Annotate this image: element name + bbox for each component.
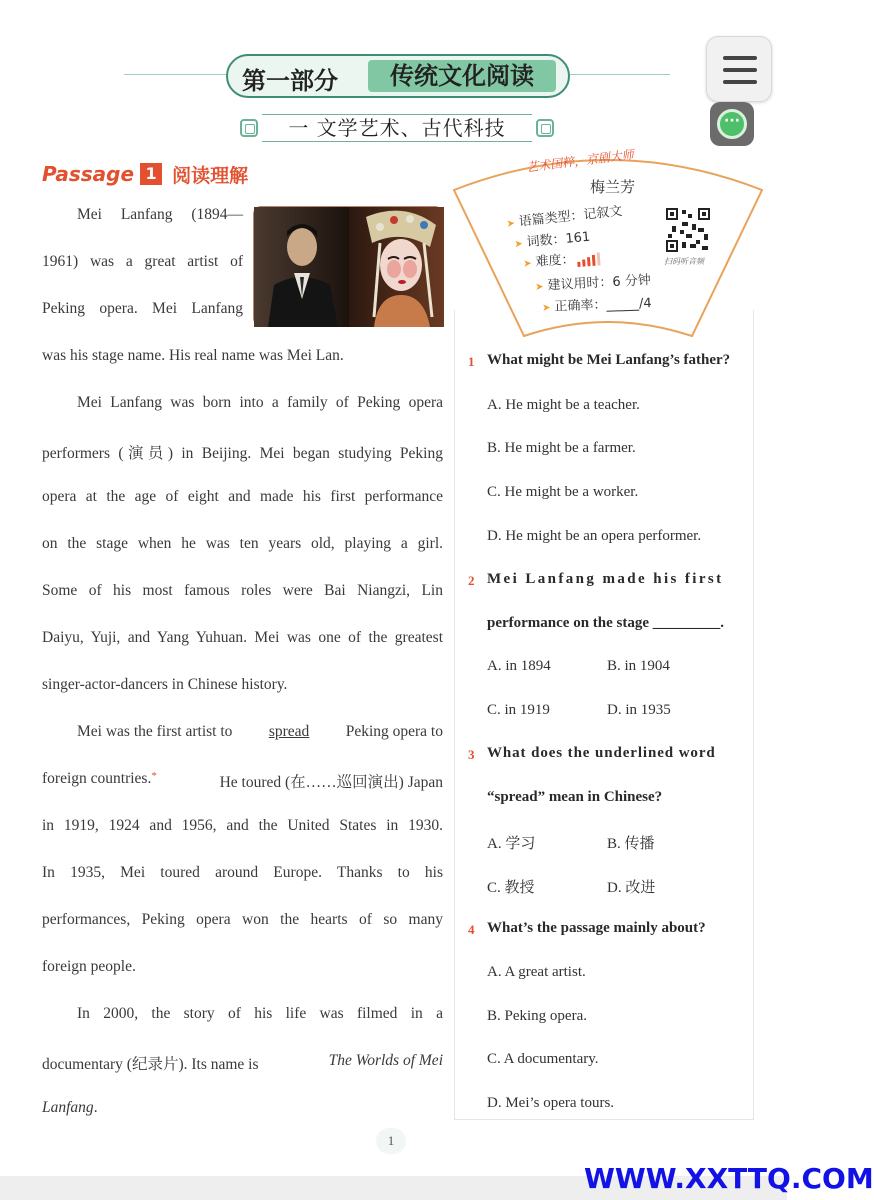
passage-segment-text: foreign countries. bbox=[42, 770, 152, 787]
passage-line: performances, Peking opera won the hearts of so many bbox=[42, 911, 443, 928]
hamburger-icon-bar bbox=[723, 56, 757, 60]
answer-option[interactable]: A. A great artist. bbox=[487, 964, 586, 980]
passage-line bbox=[42, 1052, 443, 1074]
passage-line: on the stage when he was ten years old, playing a girl. bbox=[42, 535, 443, 552]
info-accuracy-total: /4 bbox=[638, 296, 652, 312]
section-title-banner bbox=[240, 114, 554, 142]
arrow-icon: ➤ bbox=[506, 218, 516, 231]
passage-line bbox=[42, 1099, 98, 1117]
info-accuracy-label: 正确率： bbox=[554, 297, 607, 315]
question-number: 3 bbox=[468, 747, 475, 762]
difficulty-bar bbox=[592, 255, 596, 266]
passage-line: in 1919, 1924 and 1956, and the United States in 1930. bbox=[42, 817, 443, 834]
ornament-left-icon bbox=[240, 119, 258, 137]
passage-line: Daiyu, Yuji, and Yang Yuhuan. Mei was one of the greatest bbox=[42, 629, 443, 646]
passage-line: 1961) was a great artist of bbox=[42, 253, 243, 270]
passage-segment: documentary (纪录片). Its name is bbox=[42, 1056, 259, 1073]
documentary-title: The Worlds of Mei bbox=[328, 1052, 443, 1069]
arrow-icon: ➤ bbox=[513, 238, 524, 251]
section-title: 一 文学艺术、古代科技 bbox=[262, 114, 532, 142]
difficulty-bar bbox=[597, 252, 601, 265]
info-word-count-text: 词数：161 bbox=[526, 229, 591, 251]
answer-option[interactable]: D. 改进 bbox=[607, 880, 656, 896]
part-title-badge bbox=[226, 54, 570, 98]
answer-option[interactable]: A. in 1894 bbox=[487, 658, 551, 674]
answer-option[interactable]: C. in 1919 bbox=[487, 702, 550, 718]
answer-option[interactable]: D. Mei’s opera tours. bbox=[487, 1095, 615, 1111]
passage-line: Mei Lanfang (1894— bbox=[77, 206, 243, 223]
documentary-title-end: Lanfang bbox=[42, 1099, 94, 1116]
passage-line: Some of his most famous roles were Bai Niangzi, Lin bbox=[42, 582, 443, 599]
answer-option[interactable]: C. A documentary. bbox=[487, 1051, 599, 1067]
question-text: “spread” mean in Chinese? bbox=[487, 789, 663, 805]
arrow-icon: ➤ bbox=[534, 281, 544, 294]
info-name: 梅兰芳 bbox=[590, 178, 636, 196]
question-number: 2 bbox=[468, 573, 475, 588]
passage-line: In 1935, Mei toured around Europe. Thanks to his bbox=[42, 864, 443, 881]
header-rule-left bbox=[124, 74, 226, 75]
passage-line: foreign people. bbox=[42, 958, 136, 975]
watermark: WWW.XXTTQ.COM bbox=[584, 1162, 874, 1195]
qr-caption: 扫码听音频 bbox=[664, 257, 704, 266]
answer-option[interactable]: B. in 1904 bbox=[607, 658, 670, 674]
passage-line: singer-actor-dancers in Chinese history. bbox=[42, 676, 288, 693]
annotation-star-icon: * bbox=[151, 770, 157, 782]
chat-bubble-icon: ··· bbox=[717, 109, 747, 139]
difficulty-bar bbox=[578, 262, 581, 267]
passage-line bbox=[42, 770, 443, 792]
answer-option[interactable]: A. He might be a teacher. bbox=[487, 397, 640, 413]
photo-illustration bbox=[254, 207, 444, 327]
info-time-text: 建议用时：6 分钟 bbox=[547, 272, 652, 294]
passage-line: opera at the age of eight and made his first performance bbox=[42, 488, 443, 505]
part-label: 第一部分 bbox=[242, 67, 338, 95]
header-rule-right bbox=[570, 74, 670, 75]
answer-option[interactable]: D. in 1935 bbox=[607, 702, 671, 718]
question-number: 4 bbox=[468, 922, 475, 937]
info-slogan: 艺术国粹，京剧大师 bbox=[525, 147, 635, 175]
passage-segment: . bbox=[93, 1099, 98, 1116]
passage-label: 阅读理解 bbox=[172, 164, 249, 187]
menu-button[interactable] bbox=[706, 36, 772, 102]
hamburger-icon-bar bbox=[723, 80, 757, 84]
passage-line: was his stage name. His real name was Mei Lan. bbox=[42, 347, 344, 364]
difficulty-bars-icon bbox=[577, 250, 603, 267]
answer-option[interactable]: B. 传播 bbox=[607, 836, 655, 852]
passage-line: Mei Lanfang was born into a family of Peking opera bbox=[77, 394, 443, 411]
question-text: Mei Lanfang made his first bbox=[487, 571, 724, 587]
answer-option[interactable]: B. Peking opera. bbox=[487, 1008, 587, 1024]
info-difficulty-text: 难度： bbox=[535, 252, 576, 270]
info-genre-text: 语篇类型：记叙文 bbox=[518, 203, 624, 230]
answer-option[interactable]: C. 教授 bbox=[487, 880, 535, 896]
passage-segment: Peking opera to bbox=[345, 723, 443, 740]
arrow-icon: ➤ bbox=[522, 258, 533, 270]
question-text: What might be Mei Lanfang’s father? bbox=[487, 352, 731, 368]
passage-segment: He toured (在……巡回演出) Japan bbox=[219, 774, 443, 791]
answer-option[interactable]: D. He might be an opera performer. bbox=[487, 528, 702, 544]
passage-word: Passage bbox=[42, 162, 135, 186]
ornament-right-icon bbox=[536, 119, 554, 137]
difficulty-bar bbox=[587, 257, 591, 266]
difficulty-bar bbox=[583, 259, 586, 266]
answer-option[interactable]: A. 学习 bbox=[487, 836, 536, 852]
passage-line: performers (演员) in Beijing. Mei began studying Peking bbox=[42, 445, 443, 462]
passage-line: In 2000, the story of his life was filmed in a bbox=[77, 1005, 443, 1022]
arrow-icon: ➤ bbox=[541, 302, 551, 314]
qr-code-graphic bbox=[666, 208, 710, 252]
passage-segment: Mei was the first artist to bbox=[77, 723, 233, 740]
question-text: performance on the stage _________. bbox=[487, 615, 725, 631]
mei-lanfang-photo bbox=[253, 206, 443, 326]
answer-option[interactable]: B. He might be a farmer. bbox=[487, 440, 636, 456]
question-number: 1 bbox=[468, 354, 475, 369]
underlined-word-spread: spread bbox=[268, 723, 310, 740]
page-number: 1 bbox=[376, 1128, 406, 1154]
passage-header bbox=[42, 159, 248, 189]
passage-line bbox=[77, 723, 443, 741]
qr-code-icon[interactable] bbox=[666, 208, 710, 252]
info-accuracy-blank[interactable]: _____ bbox=[606, 296, 640, 313]
question-text: What does the underlined word bbox=[487, 745, 716, 761]
passage-segment bbox=[42, 770, 157, 792]
part-title: 传统文化阅读 bbox=[368, 60, 556, 92]
hamburger-icon-bar bbox=[723, 68, 757, 72]
passage-number: 1 bbox=[140, 163, 162, 185]
passage-line: Peking opera. Mei Lanfang bbox=[42, 300, 243, 317]
answer-option[interactable]: C. He might be a worker. bbox=[487, 484, 639, 500]
question-text: What’s the passage mainly about? bbox=[487, 920, 706, 936]
